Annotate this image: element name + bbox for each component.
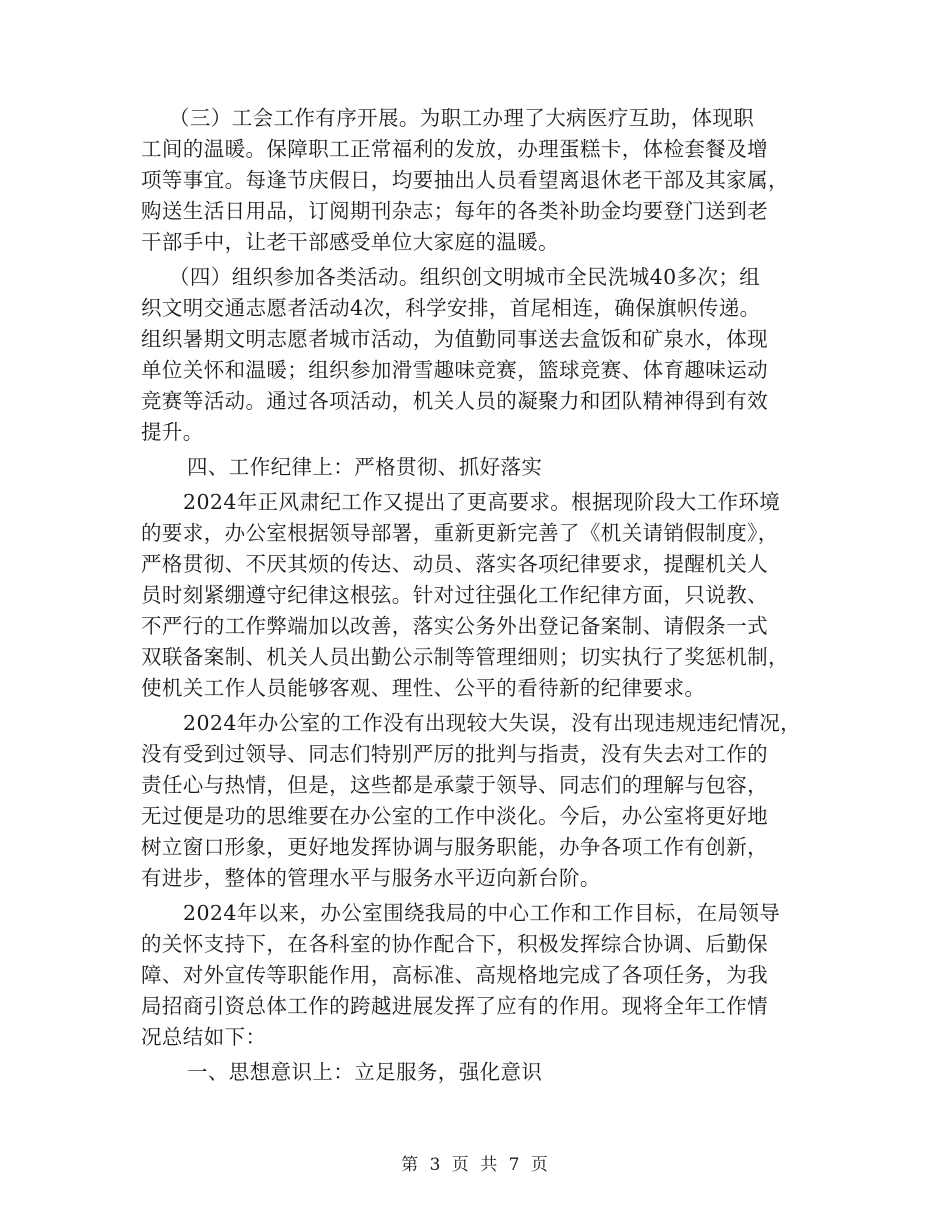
text-line: 严格贯彻、不厌其烦的传达、动员、落实各项纪律要求，提醒机关人 <box>141 552 768 576</box>
text-line: 提升。 <box>141 420 204 444</box>
text-line: 项等事宜。每逢节庆假日，均要抽出人员看望离退休老干部及其家属， <box>141 168 789 192</box>
text-line: 工间的温暖。保障职工正常福利的发放，办理蛋糕卡，体检套餐及增 <box>141 137 768 161</box>
paragraph-discipline <box>141 487 809 704</box>
text-line: 局招商引资总体工作的跨越进展发挥了应有的作用。现将全年工作情 <box>141 994 768 1018</box>
text-line: （四）组织参加各类活动。组织创文明城市全民洗城40多次；组 <box>169 265 761 289</box>
text-line: 2024年办公室的工作没有出现较大失误，没有出现违规违纪情况， <box>183 711 802 735</box>
text-line: 况总结如下： <box>141 1025 267 1049</box>
section-heading-ideology <box>141 1057 809 1088</box>
text-line: 2024年正风肃纪工作又提出了更高要求。根据现阶段大工作环境 <box>183 490 781 514</box>
text-line: 的关怀支持下，在各科室的协作配合下，积极发挥综合协调、后勤保 <box>141 932 768 956</box>
text-line: （三）工会工作有序开展。为职工办理了大病医疗互助，体现职 <box>169 106 755 130</box>
paragraph-union-work <box>141 103 809 258</box>
text-line: 有进步，整体的管理水平与服务水平迈向新台阶。 <box>141 866 601 890</box>
text-line: 没有受到过领导、同志们特别严厉的批判与指责，没有失去对工作的 <box>141 742 768 766</box>
text-line: 单位关怀和温暖；组织参加滑雪趣味竞赛，篮球竞赛、体育趣味运动 <box>141 358 768 382</box>
text-line: 责任心与热情，但是，这些都是承蒙于领导、同志们的理解与包容， <box>141 773 768 797</box>
text-line: 干部手中，让老干部感受单位大家庭的温暖。 <box>141 230 559 254</box>
text-line: 无过便是功的思维要在办公室的工作中淡化。今后，办公室将更好地 <box>141 804 768 828</box>
text-line: 树立窗口形象，更好地发挥协调与服务职能，办争各项工作有创新， <box>141 835 768 859</box>
text-line: 双联备案制、机关人员出勤公示制等管理细则；切实执行了奖惩机制， <box>141 645 789 669</box>
paragraph-review <box>141 708 809 894</box>
text-line: 织文明交通志愿者活动4次，科学安排，首尾相连，确保旗帜传递。 <box>141 296 761 320</box>
heading-text: 四、工作纪律上：严格贯彻、抓好落实 <box>187 455 543 479</box>
text-line: 组织暑期文明志愿者城市活动，为值勤同事送去盒饭和矿泉水，体现 <box>141 327 768 351</box>
text-line: 购送生活日用品，订阅期刊杂志；每年的各类补助金均要登门送到老 <box>141 199 768 223</box>
text-line: 不严行的工作弊端加以改善，落实公务外出登记备案制、请假条一式 <box>141 614 768 638</box>
text-line: 2024年以来，办公室围绕我局的中心工作和工作目标，在局领导 <box>183 901 781 925</box>
section-heading-discipline <box>141 452 809 483</box>
text-line: 的要求，办公室根据领导部署，重新更新完善了《机关请销假制度》， <box>141 521 779 545</box>
paragraph-summary-intro <box>141 898 809 1053</box>
heading-text: 一、思想意识上：立足服务，强化意识 <box>187 1060 543 1084</box>
paragraph-activities <box>141 262 809 448</box>
page-number-footer: 第 3 页 共 7 页 <box>401 1155 549 1175</box>
text-line: 障、对外宣传等职能作用，高标准、高规格地完成了各项任务，为我 <box>141 963 768 987</box>
document-body <box>141 103 809 1088</box>
text-line: 竞赛等活动。通过各项活动，机关人员的凝聚力和团队精神得到有效 <box>141 389 768 413</box>
text-line: 员时刻紧绷遵守纪律这根弦。针对过往强化工作纪律方面，只说教、 <box>141 583 768 607</box>
text-line: 使机关工作人员能够客观、理性、公平的看待新的纪律要求。 <box>141 676 706 700</box>
